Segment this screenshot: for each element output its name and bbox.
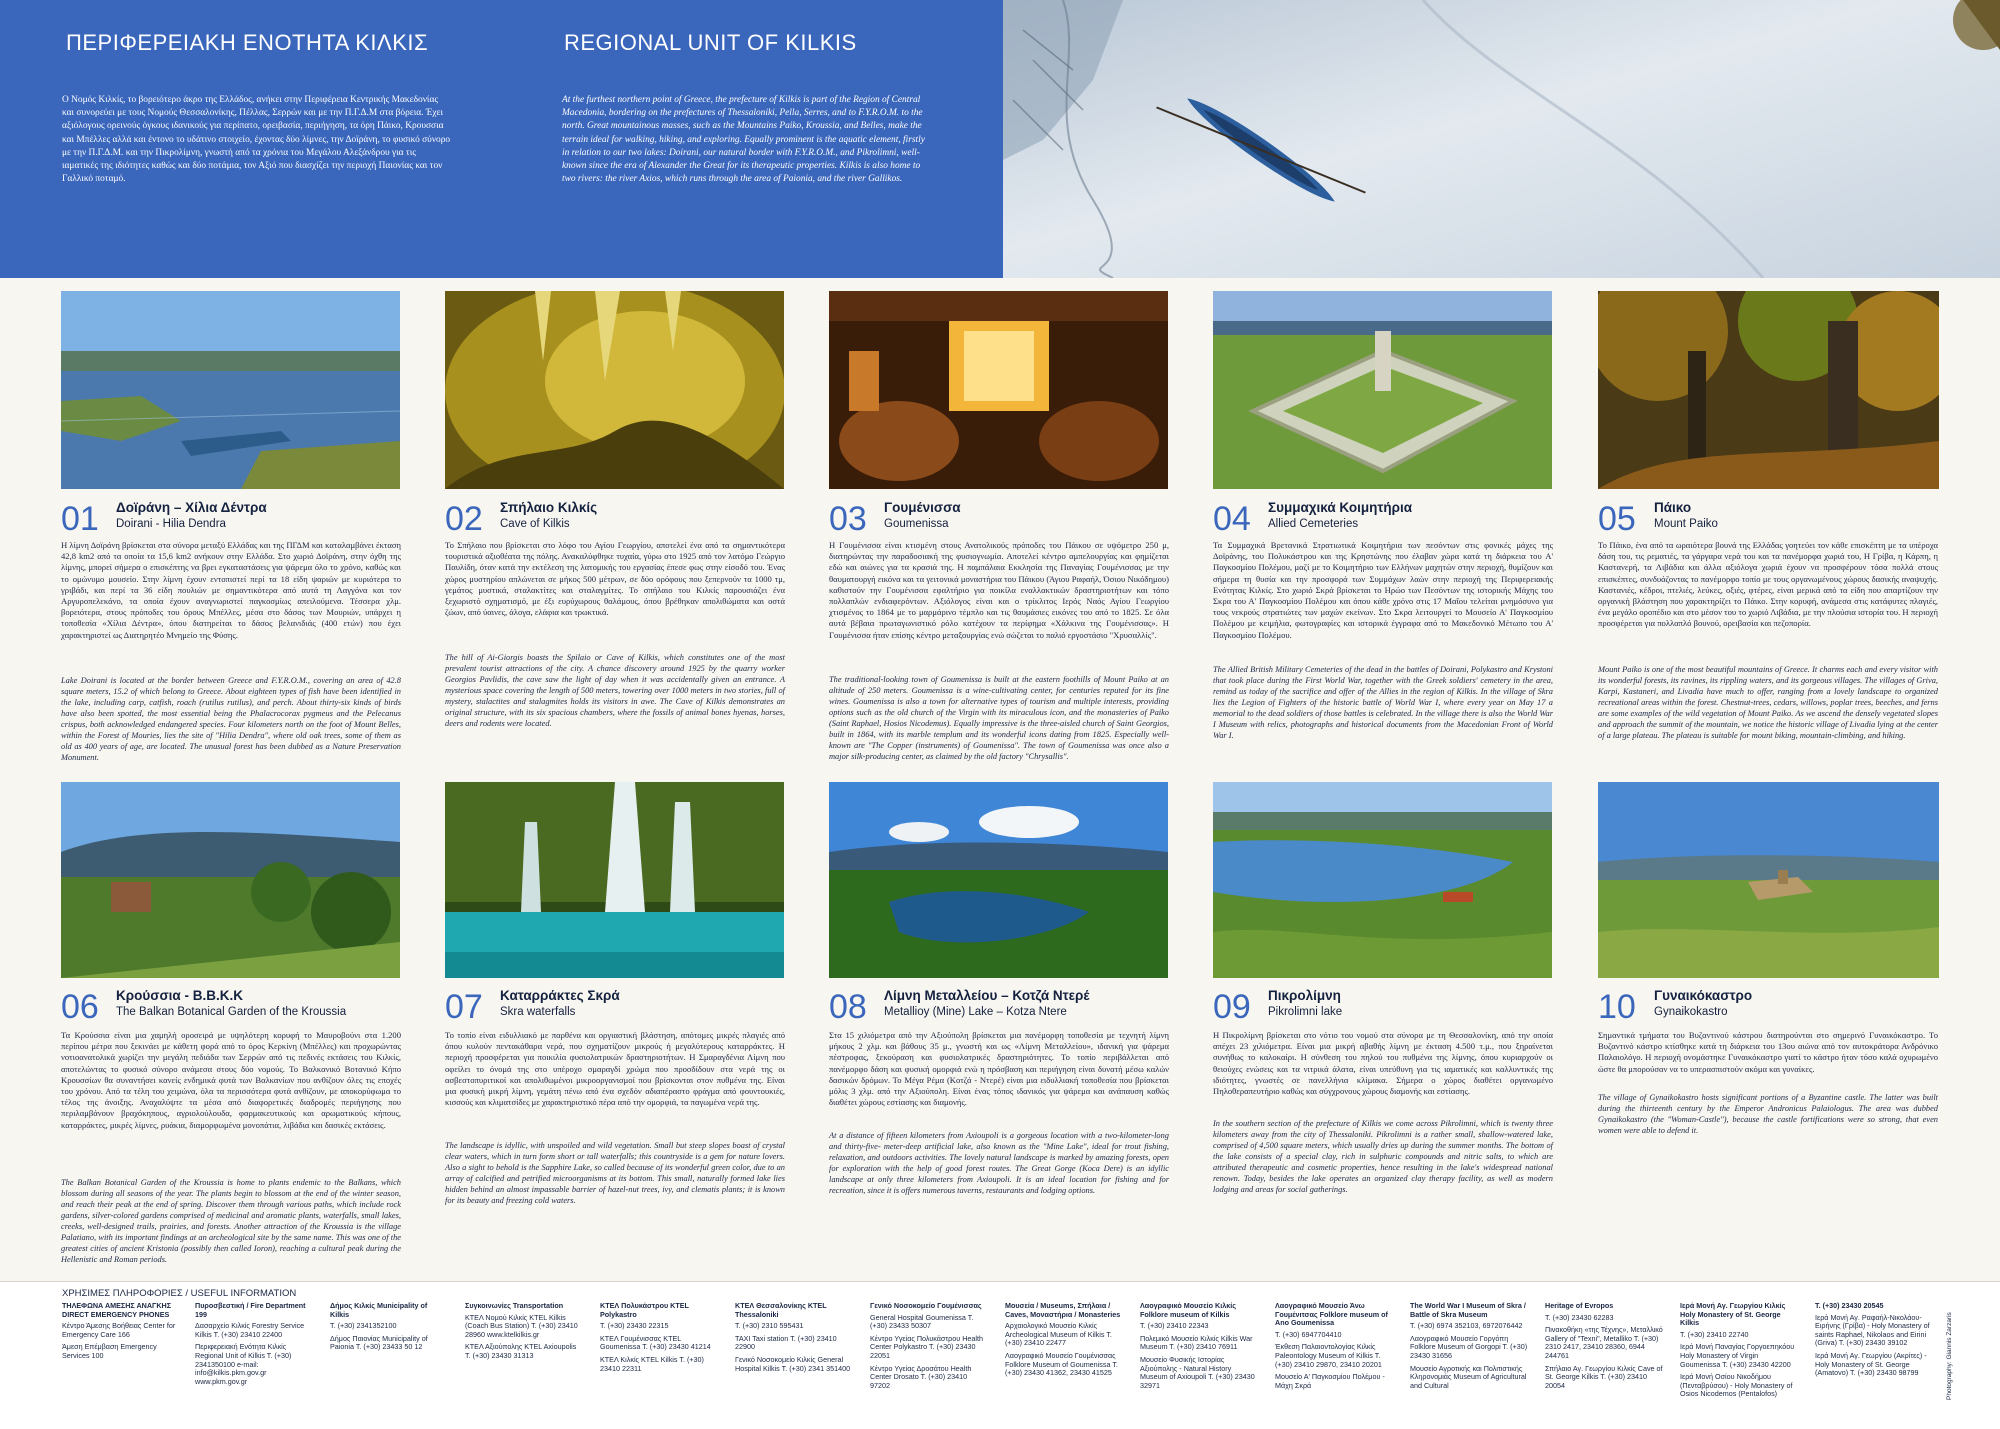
site-name-english: Cave of Kilkis: [500, 518, 570, 530]
photo-skra-waterfalls: [445, 782, 784, 978]
footer-contact-entry: Γενικό Νοσοκομείο Κιλκίς General Hospital Kilkis T. (+30) 2341 351400: [735, 1354, 851, 1373]
photo-allied-cemeteries: [1213, 291, 1552, 489]
title-english: REGIONAL UNIT OF KILKIS: [564, 30, 857, 55]
footer-contact-entry: ΚΤΕΛ Γουμένισσας KTEL Goumenissa T. (+30) 23430 41214: [600, 1333, 711, 1352]
site-text-greek: Το Πάικο, ένα από τα ωραιότερα βουνά της Ελλάδας γοητεύει τον κάθε επισκέπτη με τα υπέροχα δάση του, τις ρεματιές, τα γάργαρα νερά του και τα πανέμορφα χωριά του, Η Γρίβα, η Κάρπη, η Καστανερή, τα Λιβάδια και άλλα αξιόλογα χωριά έχουν να προσφέρουν τόσα πολλά στους επισκέπτες, συνδυάζοντας το πανέμορφο τοπίο με τους οργανωμένους χώρους δασικής αναψυχής. Καστανιές, κέδροι, πτελιές, λεύκες, οξιές, φτέρες, είναι μερικά από τα είδη που απαρτίζουν την οργανική βλάστηση που χαρακτηρίζει το Πάικο. Στην κορυφή, ανάμεσα στις κατάφυτες πλαγιές, ένα μεγάλο οροπέδιο και στο μέσον του το χωριό Λιβάδια, με την πλούσια ιστορία του. Η περιοχή προσφέρεται για πολλαπλό βουνού, ορειβασία και πεζοπορία.: [1598, 540, 1938, 629]
site-name-greek: Γουμένισσα: [884, 500, 961, 515]
footer-contact-entry: Μουσείο Α' Παγκοσμίου Πολέμου - Μάχη Σκρά: [1275, 1372, 1385, 1390]
photo-mount-paiko-forest: [1598, 291, 1939, 489]
footer-column-heading: Δήμος Κιλκίς Municipality of Kilkis: [330, 1301, 428, 1319]
footer-column-heading: Μουσεία / Museums, Σπήλαια / Caves, Μοναστήρια / Monasteries: [1005, 1301, 1121, 1319]
site-text-english: The Allied British Military Cemeteries of the dead in the battles of Doirani, Polykastro and Krystoni that took place during the First World War, together with the Greek soldiers' cemetery in the area, remind us today of the sacrifice and offer of the Allies in the region of Kilkis. In the village of Skra lies the Legion of Fighters of the historic battle of World War I, where every year on May 17 a memorial to the dead soldiers of those battles is celebrated. In the village there is also the World War I Museum with relics, photographs and historical documents from the Macedonian Front of World War I.: [1213, 665, 1553, 740]
site-name-greek: Καταρράκτες Σκρά: [500, 988, 620, 1003]
footer-contact-entry: Λαογραφικό Μουσείο Γουμένισσας Folklore Museum of Goumenissa T. (+30) 23430 41362, 23430 41525: [1005, 1350, 1118, 1378]
photo-credit: [1946, 1300, 1958, 1410]
footer-column: [1275, 1302, 1393, 1394]
site-number: 08: [829, 988, 867, 1026]
site-text-english: In the southern section of the prefecture of Kilkis we come across Pikrolimni, which is twenty three kilometers away from the city of Thessaloniki. Pikrolimni is a rather small, shallow-watered lake, comprised of 4,500 square meters, which usually dries up during the summer months. The bottom of the lake consists of a special clay, rich in sulphuric compounds and nitric salts, to which are attributed therapeutic and cosmetic properties, hence resulting in the lake's widespread national renown. Today, besides the lake operates an organized clay therapy facility, as well as modern lodging and areas for social gatherings.: [1213, 1119, 1553, 1194]
site-number: 06: [61, 988, 99, 1026]
snow-boat-photo: [1003, 0, 2000, 278]
site-name-english: Allied Cemeteries: [1268, 518, 1359, 530]
footer-title: ΧΡΗΣΙΜΕΣ ΠΛΗΡΟΦΟΡΙΕΣ / USEFUL INFORMATION: [62, 1288, 297, 1299]
footer-contact-entry: Κέντρο Υγείας Πολυκάστρου Health Center Polykastro T. (+30) 23430 22051: [870, 1333, 983, 1360]
site-name-greek: Κρούσσια - Β.Β.Κ.Κ: [116, 988, 243, 1003]
title-greek: ΠΕΡΙΦΕΡΕΙΑΚΗ ΕΝΟΤΗΤΑ ΚΙΛΚΙΣ: [66, 30, 429, 55]
footer-contact-entry: ΚΤΕΛ Νομού Κιλκίς KTEL Kilkis (Coach Bus Station) T. (+30) 23410 28960 www.ktelkilkis.gr: [465, 1312, 578, 1339]
intro-text-english: At the furthest northern point of Greece, the prefecture of Kilkis is part of the Region of Central Macedonia, bordering on the prefectures of Thessaloniki, Pella, Serres, and to F.Y.R.O.M. to the north. Great mountainous masses, such as the Mountains Paiko, Kroussia, and Belles, make the terrain ideal for walking, hiking, and exploring. Equally prominent is the aquatic element, firstly in relation to our two lakes: Doirani, our natural border with F.Y.R.O.M., and Pikrolimni, well-known since the era of Alexander the Great for its therapeutic properties. Kilkis is also home to two rivers: the river Axios, which runs through the area of Paionia, and the river Gallikos.: [562, 95, 925, 185]
site-number: 09: [1213, 988, 1251, 1026]
site-number: 07: [445, 988, 483, 1026]
footer-contact-entry: Περιφερειακή Ενότητα Κιλκίς Regional Unit of Kilkis T. (+30) 2341350100 e-mail: info@kilkis.pkm.gov.gr www.pkm.gov.gr: [195, 1342, 292, 1386]
footer-column: [1140, 1302, 1258, 1394]
footer-contact-entry: T. (+30) 23430 62283: [1545, 1312, 1614, 1322]
footer-column: [195, 1302, 313, 1390]
footer-contact-entry: General Hospital Goumenissa T. (+30) 23433 50307: [870, 1312, 974, 1331]
site-name-english: Metallioy (Mine) Lake – Kotza Ntere: [884, 1006, 1067, 1018]
site-name-greek: Πικρολίμνη: [1268, 988, 1341, 1003]
site-name-greek: Λίμνη Μεταλλείου – Κοτζά Ντερέ: [884, 988, 1090, 1003]
footer-column-heading: Λαογραφικό Μουσείο Άνω Γουμένιτσας Folklore museum of Ano Goumenissa: [1275, 1301, 1388, 1328]
site-name-english: Gynaikokastro: [1654, 1006, 1728, 1018]
site-text-english: The hill of Ai-Giorgis boasts the Spilaio or Cave of Kilkis, which constitutes one of the most prevalent tourist attractions of the city. A chance discovery around 1925 by the quarry worker Georgios Pavlidis, the cave saw the light of day when it was accidentally given an entrance. A mysterious space covering the length of 500 meters, towering over 1000 meters in two stories, full of mystery, stalactites and stalagmites holds its visitors in awe. The Cave of Kilkis demonstrates an original structure, with its six spacious chambers, where the fossils of animal bones hyenas, horses, deers and rodents were located.: [445, 653, 785, 728]
site-name-english: Mount Paiko: [1654, 518, 1718, 530]
footer-column-heading: ΤΗΛΕΦΩΝΑ ΑΜΕΣΗΣ ΑΝΑΓΚΗΣ DIRECT EMERGENCY PHONES: [62, 1301, 172, 1319]
footer-column: [735, 1302, 853, 1377]
footer-column: [465, 1302, 583, 1365]
footer-column-heading: Heritage of Evropos: [1545, 1301, 1614, 1310]
site-text-greek: Σημαντικά τμήματα του Βυζαντινού κάστρου διατηρούνται στο σημερινό Γυναικόκαστρο. Το Βυζαντινό κάστρο κτίσθηκε κατά τη διάρκεια του 13ου αιώνα από τον αυτοκράτορα Ανδρόνικο Παλαιολόγο. Η περιοχή ονομάστηκε Γυναικόκαστρο γιατί το κάστρο ήταν τόσο καλά οχυρωμένο ώστε θα μπορούσαν να το υπερασπιστούν ακόμα και γυναίκες.: [1598, 1030, 1938, 1074]
intro-panel: [0, 0, 1003, 278]
footer-contact-entry: T. (+30) 2341352100: [330, 1321, 397, 1331]
footer-contact-entry: Έκθεση Παλαιοντολογίας Κιλκίς Paleontology Museum of Kilkis T. (+30) 23410 29870, 23410 20201: [1275, 1342, 1382, 1369]
site-text-greek: Η Γουμένισσα είναι κτισμένη στους Ανατολικούς πρόποδες του Πάικου σε υψόμετρο 250 μ, διατηρώντας την παραδοσιακή της φυσιογνωμία. Αποτελεί κέντρο αμπελουργίας και φημίζεται εδώ και αιώνες για τα κρασιά της. Η παμπάλαια Εκκλησία της Παναγίας Γουμένισσας με την θαυματουργή εικόνα και τα γειτονικά μοναστήρια του Πάικου (Άγιου Ραφαήλ, Όσιου Νικόδημου) καθιστούν την Γουμένισσα εφαλτήριο για ποικίλα εναλλακτικών δραστηριοτήτων και τόπο πολλαπλών ενδιαφερόντων. Αξιόλογος είναι και ο τρίκλιτος Ιερός Ναός Αγίου Γεωργίου χτισμένος το 1864 με το μαρμάρινο τέμπλο και τις θαυμάσιες εικόνες του από το 1825. Σε όλα αυτά βέβαια πρωταγωνιστικό ρόλο κατέχουν τα περίφημα «Χάλκινα της Γουμένισσας». Η Γουμένισσα ήταν επίσης κέντρο μεταξουργίας ενώ σώζεται το παλιό εργοστάσιο "Χρυσαλλίς".: [829, 540, 1169, 640]
footer-column-heading: ΚΤΕΛ Πολυκάστρου KTEL Polykastro: [600, 1301, 689, 1319]
footer-contact-entry: Κέντρο Άμεσης Βοήθειας Center for Emergency Care 166: [62, 1321, 176, 1339]
footer-contact-entry: Πινακοθήκη «της Τέχνης», Μεταλλικό Gallery of "Texni", Metalliko T. (+30) 2310 2417, 23410 28360, 6944 244761: [1545, 1325, 1663, 1360]
footer-contact-entry: Πολεμικό Μουσείο Κιλκίς Kilkis War Museum T. (+30) 23410 76911: [1140, 1333, 1253, 1352]
footer-column-heading: Γενικό Νοσοκομείο Γουμένισσας: [870, 1301, 982, 1310]
footer-contact-entry: T. (+30) 6947704410: [1275, 1329, 1342, 1339]
photo-credit-text: Photography: Giannis Zarzaris: [1946, 1312, 1953, 1400]
site-number: 04: [1213, 500, 1251, 538]
footer-column-heading: Ιερά Μονή Αγ. Γεωργίου Κιλκίς Holy Monastery of St. George Kilkis: [1680, 1301, 1786, 1328]
site-text-greek: Το τοπίο είναι ειδυλλιακό με παρθένα και οργιαστική βλάστηση, απότομες μικρές πλαγιές από όπου κυλούν πεντακάθαρα νερά, που σχηματίζουν μικρούς ή μεγαλύτερους καταρράκτες. Η περιοχή προσφέρεται για ποικιλία φυσιολατρικών δραστηριοτήτων. Η Σμαραγδένια Λίμνη που οφείλει το όνομά της στο υπέροχο σμαραγδί χρώμα που προσδίδουν στα νερά της οι ασβεστοπυριτικοί και απολιθωμένοι μικροοργανισμοί που βρίσκονται στον πυθμένα της. Είναι μια φυσική μικρή λίμνη, γεμάτη πένω από ένα σχεδόν αδιαπέραστο φράγμα από φουντουκιές, κισσούς και κλιματσίδες με χαρακτηριστικό πέρα από την ομορφιά, τα παγωμένα νερά της.: [445, 1030, 785, 1108]
footer-contact-entry: ΚΤΕΛ Αξιούπολης KTEL Axioupolis T. (+30) 23430 31313: [465, 1342, 577, 1360]
footer-contact-entry: Μουσείο Φυσικής Ιστορίας Αξιούπολης - Natural History Museum of Axioupoli T. (+30) 23430 32971: [1140, 1354, 1255, 1390]
site-name-english: Doirani - Hilia Dendra: [116, 518, 226, 530]
footer-column: [1545, 1302, 1663, 1394]
site-text-english: The landscape is idyllic, with unspoiled and wild vegetation. Small but steep slopes boast of crystal clear waters, which in turn form short or tall waterfalls; this countryside is a gem for nature lovers. Also a sight to behold is the Sapphire Lake, so called because of its wonderful green color, due to an array of calcified and petrified microorganisms at its bottom. This small, naturally formed lake lies hidden behind an almost impassable barrier of hazel-nut trees, ivy, and clematis plants; it is known for its beauty and freezing cold waters.: [445, 1141, 785, 1205]
site-text-english: The village of Gynaikokastro hosts significant portions of a Byzantine castle. The latter was built during the thirteenth century by the Emperor Andronicus Palaiologus. The area was dubbed Gynaikokastro (the "Woman-Castle"), because the castle fortifications were so strong, that even women were able to defend it.: [1598, 1093, 1938, 1135]
site-number: 10: [1598, 988, 1636, 1026]
site-name-greek: Πάικο: [1654, 500, 1692, 515]
footer-contact-entry: T. (+30) 6974 352103, 6972076442: [1410, 1321, 1523, 1331]
site-text-english: The Balkan Botanical Garden of the Kroussia is home to plants endemic to the Balkans, which blossom during all seasons of the year. The plants begin to blossom at the end of the winter season, and reach their peak at the end of spring. Discover them through various paths, which include rock gardens, silver-colored gardens comprised of medicinal and aromatic plants, waterfalls, small lakes, creeks, well-designed trails, prairies, and forests. Another attraction of the Kroussia is the village Palatiano, with its important findings at an archeological site by the same name. This was one of the greatest cities of ancient Kristonia (possibly then called Ioron), reaching a cultural peak during the Hellenistic and Roman periods.: [61, 1178, 401, 1264]
footer-contact-entry: Κέντρο Υγείας Δροσάτου Health Center Drosato T. (+30) 23410 97202: [870, 1363, 972, 1390]
photo-doirani-lake: [61, 291, 400, 489]
footer-column: [62, 1302, 180, 1365]
footer-column-heading: ΚΤΕΛ Θεσσαλονίκης KTEL Thessaloniki: [735, 1301, 827, 1319]
footer-column: [1410, 1302, 1528, 1394]
footer-contact-entry: Σπήλαιο Αγ. Γεωργίου Κιλκίς Cave of St. George Kilkis T. (+30) 23410 20054: [1545, 1363, 1663, 1390]
footer-column: [600, 1302, 718, 1377]
site-name-english: Goumenissa: [884, 518, 949, 530]
footer-contact-entry: T. (+30) 2310 595431: [735, 1321, 804, 1331]
footer-column-heading: Πυροσβεστική / Fire Department 199: [195, 1301, 306, 1319]
footer-contact-entry: TAXI Taxi station T. (+30) 23410 22900: [735, 1333, 837, 1352]
site-number: 05: [1598, 500, 1636, 538]
header-banner: [0, 0, 2000, 278]
photo-cave-of-kilkis: [445, 291, 784, 489]
site-name-english: Pikrolimni lake: [1268, 1006, 1343, 1018]
footer-column: [330, 1302, 448, 1356]
footer-column-heading: Λαογραφικό Μουσείο Κιλκίς Folklore museum of Kilkis: [1140, 1301, 1236, 1319]
site-text-greek: Στα 15 χιλιόμετρα από την Αξιούπολη βρίσκεται μια πανέμορφη τοποθεσία με τεχνητή λίμνη μήκους 2 χλμ. και βάθους 35 μ., γνωστή και ως «Λίμνη Μεταλλείου», ιδανική για ψάρεμα πέστροφας, ξεκούραση και φυσιολατρικές δραστηριότητες. Το τοπίο περιβάλλεται από πανέμορφο δάση και φυσική ομορφιά ενώ η πρόσβαση και περιήγηση είναι δυνατή μέσω καλών δασικών δρόμων. Το Μέγα Ρέμα (Κοτζά - Ντερέ) είναι μια ειδυλλιακή τοποθεσία που βρίσκεται μόλις 3 χλμ. από την Αξιούπολη. Είναι ένας τόπος ιδανικός για ψάρεμα και ανάπαυση καθώς διαθέτει χώρους εστίασης και διαμονής.: [829, 1030, 1169, 1108]
site-text-greek: Το Σπήλαιο που βρίσκεται στο λόφο του Αγίου Γεωργίου, αποτελεί ένα από τα σημαντικότερα τουριστικά αξιοθέατα της πόλης. Ανακαλύφθηκε τυχαία, γύρω στο 1925 από τον λατόμο Γεώργιο Παυλίδη, όταν κατά την εκτέλεση της λατομικής του εργασίας έπεσε φως στην είσοδό του. Ένας χώρος μυστηρίου απλώνεται σε μήκος 500 μέτρων, σε δύο ορόφους που ξεπερνούν τα 1000 τμ, γεμάτος μυστικά, σταλακτίτες και σταλαγμίτες. Το σπήλαιο του Κιλκίς παρουσιάζει ένα ξεχωριστό σχηματισμό, με έξι ευρύχωρους θαλάμους, όπου βρέθηκαν απολιθώματα και οστά ζώων, από ύαινες, άλογα, ελάφια και τρωκτικά.: [445, 540, 785, 618]
footer-contact-entry: Ιερά Μονή Αγ. Γεωργίου (Ακρίτες) - Holy Monastery of St. George (Amatovo) T. (+30) 23430 98799: [1815, 1350, 1927, 1378]
site-text-greek: Η λίμνη Δοϊράνη βρίσκεται στα σύνορα μεταξύ Ελλάδας και της ΠΓΔΜ και καταλαμβάνει έκταση 42,8 km2 από τα οποία τα 15,6 km2 ανήκουν στην Ελλάδα. Στο χωριό Δοϊράνη, στην όχθη της λίμνης, μπορεί σήμερα ο επισκέπτης να βρει εγκαταστάσεις για ψάρεμα όλο το χρόνο, καθώς και το ομώνυμο μουσείο. Στην λίμνη έχουν εντοπιστεί περί τα 18 είδη ψαριών με κυριότερα το γριβάδι, και περί τα 36 είδη πουλιών με σημαντικότερα από αυτά τη Λαγγόνα και τον Αργυροπελεκάνο, τα οποία έχουν αναγνωριστεί παγκοσμίως απειλούμενα. Τέσσερα χλμ. βορειότερα, στους πρόποδες του όρους Μπέλλες, μέσα στο δάσος των Μουριών, υπάρχει η τοποθεσία «Χίλια Δέντρα», όπου διατηρείται το δάσος βελανιδιάς (400 ετών) που έχει χαρακτηριστεί ως Διατηρητέο Μνημείο της Φύσης.: [61, 540, 401, 640]
footer-contact-entry: T. (+30) 23410 22343: [1140, 1321, 1209, 1331]
footer-contact-entry: T. (+30) 23410 22740: [1680, 1329, 1749, 1339]
footer-column: [1680, 1302, 1798, 1403]
photo-pikrolimni-lake: [1213, 782, 1552, 978]
photo-kroussia-garden: [61, 782, 400, 978]
footer-column-heading: The World War I Museum of Skra / Battle of Skra Museum: [1410, 1301, 1526, 1319]
site-name-greek: Σπήλαιο Κιλκίς: [500, 500, 598, 515]
site-text-greek: Τα Συμμαχικά Βρετανικά Στρατιωτικά Κοιμητήρια των πεσόντων στις φονικές μάχες της Δοϊράνης, του Πολυκάστρου και της Κρηστώνης που έλαβαν χώρα κατά τη διάρκεια του Α' Παγκοσμίου Πολέμου, μαζί με το Κοιμητήριο των Ελλήνων μαχητών στην περιοχή, θυμίζουν και σήμερα τη θυσία και την προσφορά των Συμμάχων λαών στην περιοχή της Περιφερειακής Ενότητας Κιλκίς. Στο χωριό Σκρά βρίσκεται το Ηρώο των Πεσόντων της ιστορικής Μάχης του Σκρα του Α' Παγκοσμίου Πολέμου και όπου κάθε χρόνο στις 17 Μαΐου τελείται μνημόσυνο για τους νεκρούς στρατιώτες των μαχών εκείνων. Στο Σκρα λειτουργεί το Μουσείο Α' Παγκοσμίου Πολέμου με κειμήλια, φωτογραφίες και ιστορικά έγγραφα από το Μακεδονικό Μέτωπο του Α' Παγκοσμίου Πολέμου.: [1213, 540, 1553, 640]
site-text-english: At a distance of fifteen kilometers from Axioupoli is a gorgeous location with a two-kilometer-long and thirty-five- meter-deep artificial lake, also known as the "Mine Lake", ideal for trout fishing, relaxation, and outdoors activities. The lovely natural landscape is marked by amazing forests, open for exploration with the help of good forest routes. The Great Gorge (Koca Dere) is an idyllic landscape at only three kilometers from Axioupoli. It is an ideal location for fishing and for recreation, since it is offers numerous taverns, restaurants and lodging options.: [829, 1131, 1169, 1195]
site-text-english: The traditional-looking town of Goumenissa is built at the eastern foothills of Mount Paiko at an altitude of 250 meters. Goumenissa is a wine-cultivating center, for centuries reputed for its fine wines. Goumenissa is also a town for alternative types of tourism and multiple interests, providing options such as the old church of the Virgin with its miraculous icon, and the monasteries of Paiko (Saint Raphael, Hosios Nicodemus). Equally impressive is the three-aisled church of Saint Georgios, built in 1864, with its marble templum and its wonderful icons dating from 1825. Especially well-known are "The Copper (instruments) of Goumenissa". The town of Goumenissa was once also a major silk-producing center, as claimed by the old factory "Chrysallis".: [829, 675, 1169, 761]
site-name-english: The Balkan Botanical Garden of the Kroussia: [116, 1006, 347, 1018]
site-text-greek: Τα Κρούσσια είναι μια χαμηλή οροσειρά με υψηλότερη κορυφή το Μαυροβούνι στα 1.200 περίπου μέτρα που ξεκινάει με κάθετη φορά από το όρος Κερκίνη (Μπέλλες) και προχωρώντας νοτιοανατολικά χωρίζει την μεγάλη πεδιάδα των Σερρών από τις πεδινές εκτάσεις του Κιλκίς, αποτελώντας το φυσικό σύνορο ανάμεσα στους δύο νομούς. Το Βαλκανικό Βοτανικό Κήπο Κρουσσίων θα συναντήσει κανείς ενδημικά φυτά των Βαλκανίων που ανθίζουν όλες τις εποχές του χρόνου. Από τα τέλη του χειμώνα, όλα τα περισσότερα φυτά ανθίζουν, με αποκορύφωμα το τέλος της άνοιξης. Αναχαλύψτε τα μέσα από διαφορετικές διαδρομές περιήγησης που περιλαμβάνουν βραχόκηπους, αγριολούλουδα, φαρμακευτικούς και αρωματικούς κήπους, καταρράκτες, μικρές λίμνες, ρυάκια, διαμορφωμένα μονοπάτια, λιβάδια και δασικές εκτάσεις.: [61, 1030, 401, 1130]
footer-contact-entry: Αρχαιολογικό Μουσείο Κιλκίς Archeological Museum of Kilkis T. (+30) 23410 22477: [1005, 1321, 1112, 1348]
photo-gynaikokastro-castle: [1598, 782, 1939, 978]
site-name-greek: Συμμαχικά Κοιμητήρια: [1268, 500, 1413, 515]
site-name-greek: Γυναικόκαστρο: [1654, 988, 1753, 1003]
footer-contact-entry: Άμεση Επέμβαση Emergency Services 100: [62, 1342, 157, 1360]
photo-metallioy-lake: [829, 782, 1168, 978]
footer-contact-entry: T. (+30) 23430 22315: [600, 1321, 669, 1331]
intro-text-greek: Ο Νομός Κιλκίς, το βορειότερο άκρο της Ελλάδος, ανήκει στην Περιφέρεια Κεντρικής Μακεδονίας και συνορεύει με τους Νομούς Θεσσαλονίκης, Πέλλας, Σερρών και με την Π.Γ.Δ.Μ στα βόρεια. Έχει αξιόλογους ορεινούς όγκους ιδανικούς για περίπατο, ορειβασία, περιήγηση, τα όρη Πάικο, Κρουσσια και Μπέλλες αλλά και έντονο το υδάτινο στοιχείο, έχοντας δύο λίμνες, την Δοϊράνη, το φυσικό σύνορο με την Π.Γ.Δ.Μ. και την Πικρολίμνη, γνωστή από τα χρόνια του Μεγάλου Αλεξάνδρου για τις ιαματικές της ιδιότητες καθώς και δύο ποτάμια, τον Αξιό που διασχίζει την περιοχή Παιονίας και τον Γαλλικό ποταμό.: [62, 95, 451, 185]
footer-contact-entry: Μουσείο Αγροτικής και Πολιτιστικής Κληρονομιάς Museum of Agricultural and Cultural: [1410, 1363, 1527, 1390]
site-name-greek: Δοϊράνη – Χίλια Δέντρα: [116, 500, 267, 515]
photo-goumenissa-winery: [829, 291, 1168, 489]
site-text-english: Mount Paiko is one of the most beautiful mountains of Greece. It charms each and every visitor with its wonderful forests, its ravines, its rippling waters, and its gorgeous villages. The villages of Griva, Karpi, Kastaneri, and Livadia have much to offer, ranging from a lovely landscape to organized recreational areas within the forest. Chestnut-trees, cedars, willows, poplar trees, beeches, and ferns are some examples of the wild vegetation of Mount Paiko. As we ascend the densely vegetated slopes and approach the summit of the mountain, we notice the historic village of Livadia lying at the center of a large plateau. The plateau is suitable for mount biking, mountain-climbing, and hiking.: [1598, 665, 1938, 740]
footer-contact-entry: Δήμος Παιονίας Municipality of Paionia T. (+30) 23433 50 12: [330, 1333, 428, 1352]
footer-contact-entry: Ιερά Μονή Οσίου Νικοδήμου (Πενταβρύσου) - Holy Monastery of Osios Nicodemos (Pentalofos): [1680, 1372, 1793, 1399]
footer-column-heading: Συγκοινωνίες Transportation: [465, 1301, 564, 1310]
footer-column: [1005, 1302, 1123, 1382]
footer-column-heading: T. (+30) 23430 20545: [1815, 1301, 1884, 1310]
footer-contact-entry: Ιερά Μονή Αγ. Ραφαήλ-Νικολάου-Ειρήνης (Γρίβα) - Holy Monastery of saints Raphael, Nikolaos and Eirini (Griva) T. (+30) 23430 39102: [1815, 1312, 1930, 1348]
footer-contact-entry: Ιερά Μονή Παναγίας Γοργοεπηκόου Holy Monastery of Virgin Goumenissa T. (+30) 23430 42200: [1680, 1342, 1795, 1369]
useful-information-footer: [0, 1281, 2000, 1429]
site-name-english: Skra waterfalls: [500, 1006, 576, 1018]
footer-contact-entry: Δασαρχείο Κιλκίς Forestry Service Kilkis T. (+30) 23410 22400: [195, 1321, 305, 1339]
footer-contact-entry: Λαογραφικό Μουσείο Γοργόπη Folklore Museum of Gorgopi T. (+30) 23430 31656: [1410, 1333, 1528, 1360]
footer-column: [1815, 1302, 1933, 1382]
footer-column: [870, 1302, 988, 1394]
site-number: 03: [829, 500, 867, 538]
site-number: 02: [445, 500, 483, 538]
site-text-english: Lake Doirani is located at the border between Greece and F.Y.R.O.M., covering an area of 42.8 square meters, 15.2 of which belong to Greece. About eighteen types of fish have been identified in the lake, including carp, catfish, roach (rutilus rutilus), and perch. About thirty-six kinds of birds have also been spotted, the most essential being the Phalacrocorax pygmeus and the Pelecanus crispus, both acknowledged endangered species. Four kilometers north on the foot of Mount Belles, within the Forest of Mouries, lies the site of "Hilia Dendra", where old oak trees, some of them as old as 400 years of age, are located. The unusual forest has been dubbed as a Nature Preservation Monument.: [61, 676, 401, 762]
site-text-greek: Η Πικρολίμνη βρίσκεται στο νότιο του νομού στα σύνορα με τη Θεσσαλονίκη, από την οποία απέχει 23 χιλιόμετρα. Είναι μια μικρή αβαθής λίμνη με έκταση 4.500 τ.μ., που ξηραίνεται συνήθως το καλοκαίρι. Η σύνθεση του πηλού του πυθμένα της λίμνης, όπου κυριαρχούν οι θειούχες ενώσεις και τα νιτρικά άλατα, είναι υπεύθυνη για τις ιαματικές και καλλυντικές της ιδιότητες, γνωστές σε πανελλήνια κλίμακα. Σήμερα ο χώρος διαθέτει οργανωμένο Πηλοθεραπευτήριο καθώς και σύγχρονους χώρους διαμονής και εστίασης.: [1213, 1030, 1553, 1097]
footer-contact-entry: ΚΤΕΛ Κιλκίς KTEL Kilkis T. (+30) 23410 22311: [600, 1354, 704, 1373]
site-number: 01: [61, 500, 99, 538]
